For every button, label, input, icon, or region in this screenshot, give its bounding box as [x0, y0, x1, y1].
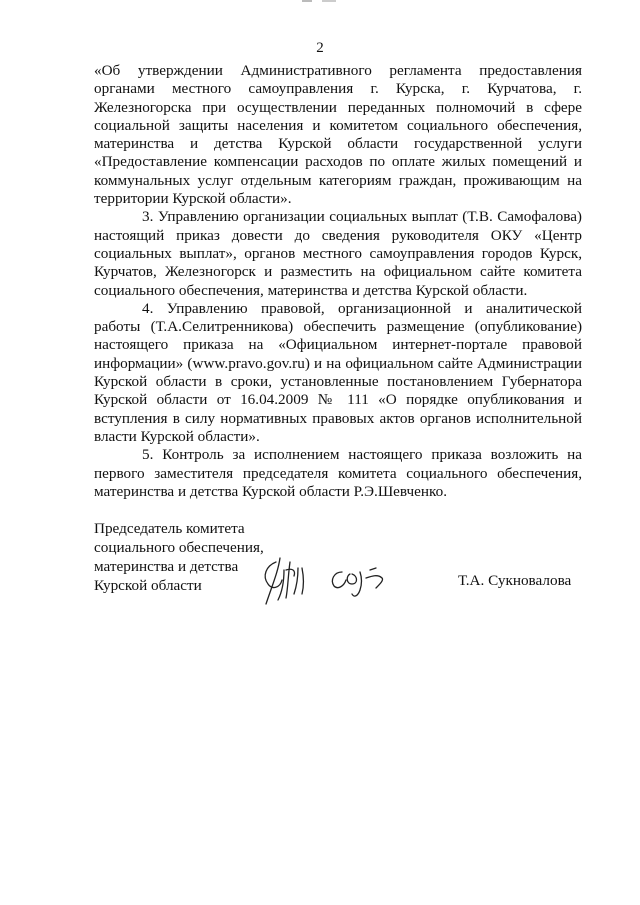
document-body — [94, 62, 582, 501]
position-line: социального обеспечения, — [94, 539, 264, 556]
paragraph-item-3: 3. Управлению организации социальных выплат (Т.В. Самофалова) настоящий приказ довести до сведения руководителя ОКУ «Центр социальных выплат», органов местного самоуправления городов Курск, Курчатов, Железногорск и разместить на официальном сайте комитета социального обеспечения, материнства и детства Курской области. — [94, 208, 582, 299]
signer-name: Т.А. Сукновалова — [458, 572, 572, 589]
handwritten-signature-icon — [258, 548, 398, 610]
position-line: Председатель комитета — [94, 520, 245, 537]
paragraph-item-4: 4. Управлению правовой, организационной и аналитической работы (Т.А.Селитренникова) обеспечить размещение (опубликование) настоящего приказа на «Официальном интернет-портале правовой информации» (www.pravo.gov.ru) и на официальном сайте Администрации Курской области в сроки, установленные постановлением Губернатора Курской области от 16.04.2009 № 111 «О порядке опубликования и вступления в силу нормативных правовых актов органов исполнительной власти Курской области». — [94, 299, 582, 445]
page-number: 2 — [316, 40, 324, 56]
paragraph-continuation: «Об утверждении Административного регламента предоставления органами местного самоуправления г. Курска, г. Курчатова, г. Железногорска при осуществлении переданных полномочий в сфере социальной защиты населения и комитетом социального обеспечения, материнства и детства Курской области государственной услуги «Предоставление компенсации расходов по оплате жилых помещений и коммунальных услуг отдельным категориям граждан, проживающим на территории Курской области». — [94, 62, 582, 208]
scan-artifact-mark — [292, 0, 348, 4]
position-line: Курской области — [94, 577, 202, 594]
position-line: материнства и детства — [94, 558, 239, 575]
paragraph-item-5: 5. Контроль за исполнением настоящего приказа возложить на первого заместителя председателя комитета социального обеспечения, материнства и детства Курской области Р.Э.Шевченко. — [94, 446, 582, 500]
